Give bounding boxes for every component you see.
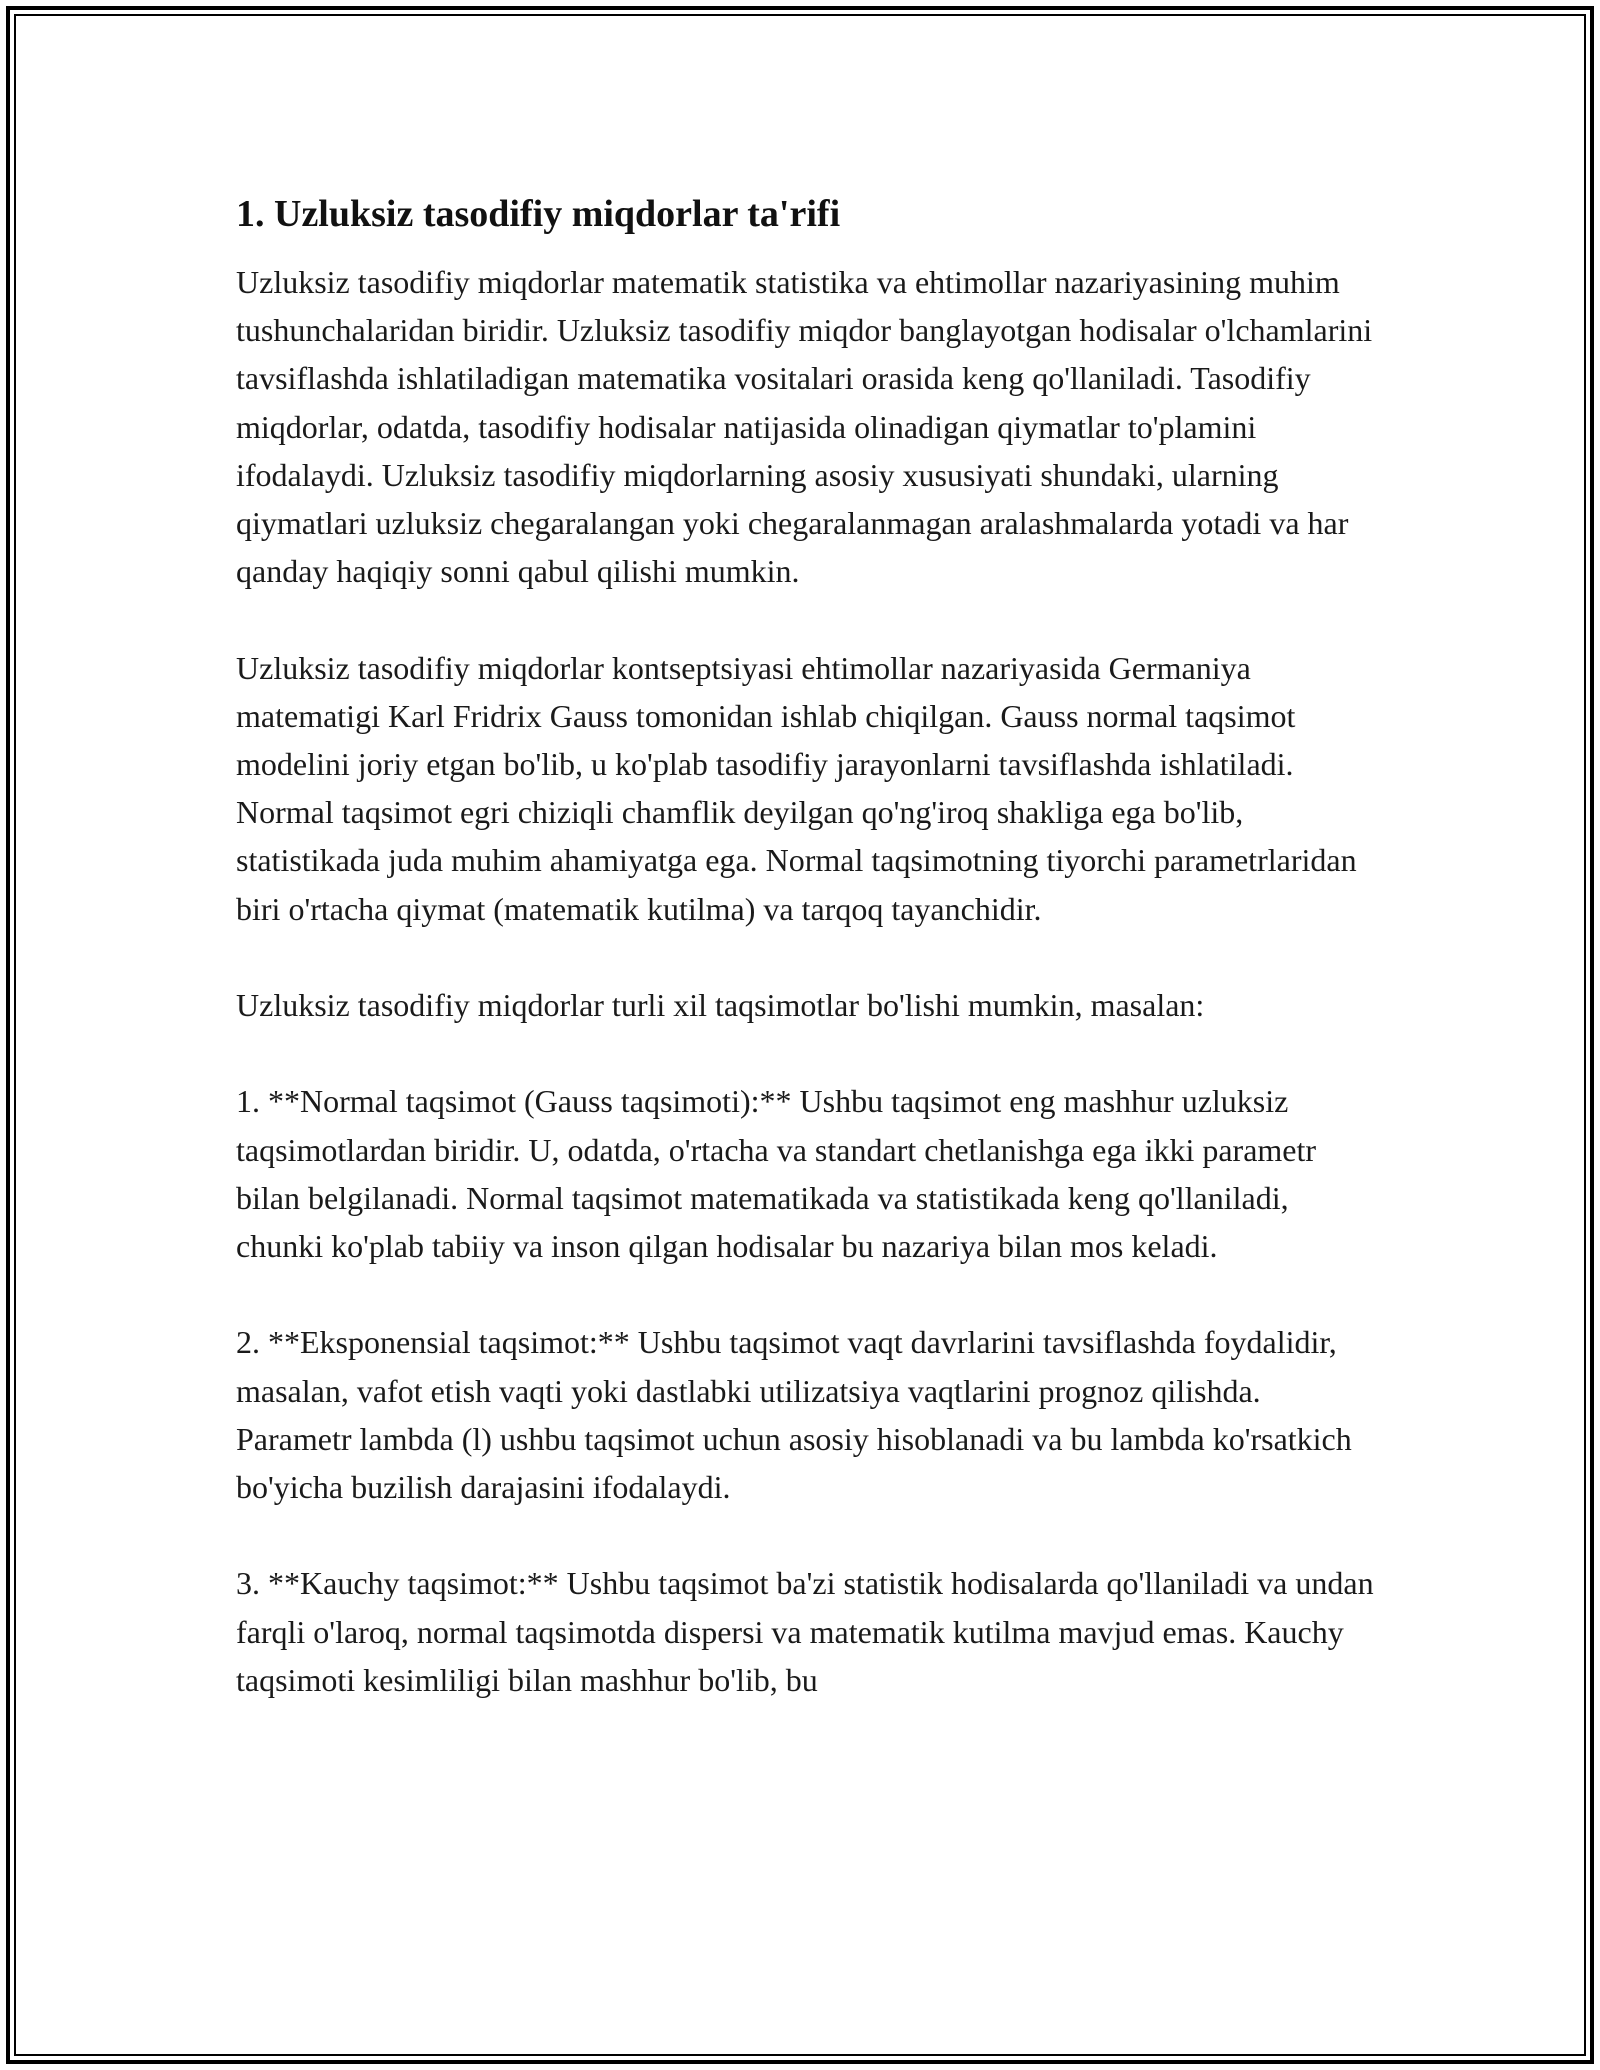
document-body — [236, 186, 1376, 1752]
list-item-normal: 1. **Normal taqsimot (Gauss taqsimoti):** Ushbu taqsimot eng mashhur uzluksiz taqsimotlardan biridir. U, odatda, o'rtacha va standart chetlanishga ega ikki parametr bilan belgilanadi. Normal taqsimot matematikada va statistikada keng qo'llaniladi, chunki ko'plab tabiiy va inson qilgan hodisalar bu nazariya bilan mos keladi. — [236, 1083, 1317, 1265]
paragraph-intro: Uzluksiz tasodifiy miqdorlar matematik statistika va ehtimollar nazariyasining muhim tushunchalaridan biridir. Uzluksiz tasodifiy miqdor banglayotgan hodisalar o'lchamlarini tavsiflashda ishlatiladigan matematika vositalari orasida keng qo'llaniladi. Tasodifiy miqdorlar, odatda, tasodifiy hodisalar natijasida olinadigan qiymatlar to'plamini ifodalaydi. Uzluksiz tasodifiy miqdorlarning asosiy xususiyati shundaki, ularning qiymatlari uzluksiz chegaralangan yoki chegaralanmagan aralashmalarda yotadi va har qanday haqiqiy sonni qabul qilishi mumkin. — [236, 264, 1373, 590]
list-item-cauchy: 3. **Kauchy taqsimot:** Ushbu taqsimot ba'zi statistik hodisalarda qo'llaniladi va undan farqli o'laroq, normal taqsimotda dispersi va matematik kutilma mavjud emas. Kauchy taqsimoti kesimliligi bilan mashhur bo'lib, bu — [236, 1565, 1374, 1698]
section-heading: 1. Uzluksiz tasodifiy miqdorlar ta'rifi — [236, 193, 841, 235]
paragraph-distributions-intro: Uzluksiz tasodifiy miqdorlar turli xil taqsimotlar bo'lishi mumkin, masalan: — [236, 987, 1205, 1024]
list-item-exponential: 2. **Eksponensial taqsimot:** Ushbu taqsimot vaqt davrlarini tavsiflashda foydalidir, masalan, vafot etish vaqti yoki dastlabki utilizatsiya vaqtlarini prognoz qilishda. Parametr lambda (l) ushbu taqsimot uchun asosiy hisoblanadi va bu lambda ko'rsatkich bo'yicha buzilish darajasini ifodalaydi. — [236, 1324, 1352, 1506]
paragraph-gauss: Uzluksiz tasodifiy miqdorlar kontseptsiyasi ehtimollar nazariyasida Germaniya matematigi Karl Fridrix Gauss tomonidan ishlab chiqilgan. Gauss normal taqsimot modelini joriy etgan bo'lib, u ko'plab tasodifiy jarayonlarni tavsiflashda ishlatiladi. Normal taqsimot egri chiziqli chamflik deyilgan qo'ng'iroq shakliga ega bo'lib, statistikada juda muhim ahamiyatga ega. Normal taqsimotning tiyorchi parametrlaridan biri o'rtacha qiymat (matematik kutilma) va tarqoq tayanchidir. — [236, 649, 1357, 927]
